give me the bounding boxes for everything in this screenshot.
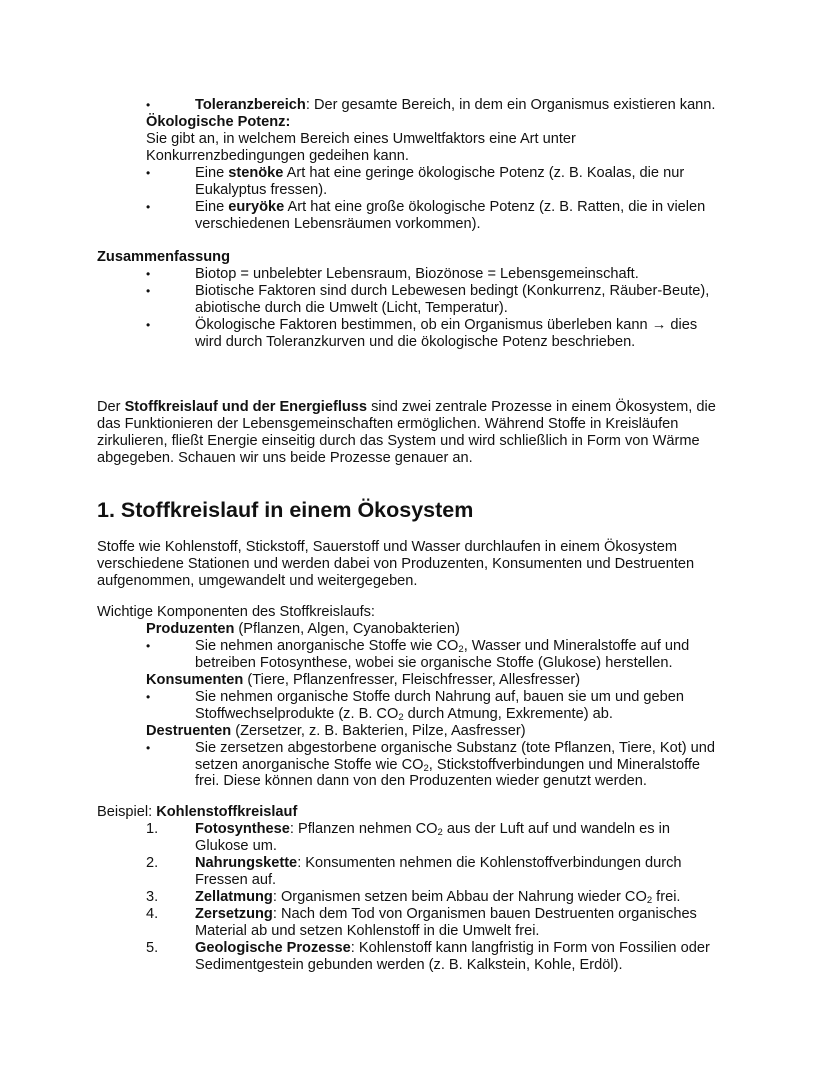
produzenten-term: Produzenten [146, 621, 235, 637]
destruenten-heading [146, 723, 526, 740]
zusammenfassung-heading: Zusammenfassung [97, 249, 230, 265]
example-title: Kohlenstoffkreislauf [156, 804, 298, 820]
step-term: Zersetzung [195, 906, 273, 922]
bullet-icon: • [146, 318, 151, 332]
bullet-text: Sie nehmen organische Stoffe durch Nahrung auf, bauen sie um und geben [195, 689, 684, 705]
euryoeke-term: euryöke [228, 199, 285, 215]
step-text: : Organismen setzen beim Abbau der Nahrung wieder CO [272, 889, 647, 905]
bullet-text-cont: verschiedenen Lebensräumen vorkommen). [195, 215, 481, 232]
bullet-prefix: Eine [195, 199, 229, 215]
produzenten-detail: (Pflanzen, Algen, Cyanobakterien) [234, 621, 460, 637]
example-label: Beispiel: [97, 804, 157, 820]
step-term: Geologische Prozesse [195, 940, 351, 956]
intro-prefix: Der [97, 399, 125, 415]
destruenten-term: Destruenten [146, 723, 232, 739]
step-number: 1. [146, 821, 159, 837]
section-para-line-3: aufgenommen, umgewandelt und weitergegeben. [97, 573, 418, 589]
bullet-prefix: Eine [195, 165, 229, 181]
subscript: 2 [398, 711, 404, 723]
bullet-icon: • [146, 98, 151, 112]
example-heading [97, 804, 297, 821]
bullet-text-cont: betreiben Fotosynthese, wobei sie organische Stoffe (Glukose) herstellen. [195, 654, 673, 671]
step-number: 2. [146, 855, 159, 871]
bullet-text: Art hat eine große ökologische Potenz (z. B. Ratten, die in vielen [284, 199, 706, 215]
konsumenten-heading [146, 672, 580, 689]
step-text: : Kohlenstoff kann langfristig in Form von Fossilien oder [350, 940, 710, 956]
produzenten-heading [146, 621, 460, 638]
toleranzbereich-term: Toleranzbereich [195, 97, 306, 113]
bullet-text: Ökologische Faktoren bestimmen, ob ein Organismus überleben kann → dies [195, 317, 698, 333]
konsumenten-detail: (Tiere, Pflanzenfresser, Fleischfresser, Allesfresser) [243, 672, 581, 688]
bullet-text: , Wasser und Mineralstoffe auf und [463, 638, 690, 654]
bullet-text-cont: Eukalyptus fressen). [195, 181, 328, 198]
stenoeke-term: stenöke [228, 165, 284, 181]
section-para-line-2: verschiedene Stationen und werden dabei von Produzenten, Konsumenten und Destruenten [97, 556, 695, 572]
bullet-text-cont: abiotische durch die Umwelt (Licht, Temperatur). [195, 299, 508, 316]
step-text: aus der Luft auf und wandeln es in [442, 821, 670, 837]
bullet-icon: • [146, 200, 151, 214]
bullet-text-cont: wird durch Toleranzkurven und die ökologische Potenz beschrieben. [195, 333, 636, 350]
destruenten-detail: (Zersetzer, z. B. Bakterien, Pilze, Aasfresser) [231, 723, 526, 739]
bullet-text-cont: , Stickstoffverbindungen und Mineralstoffe [428, 756, 701, 773]
step-text-cont: Glukose um. [195, 837, 277, 854]
step-term: Zellatmung [195, 889, 273, 905]
intro-line-4: abgegeben. Schauen wir uns beide Prozesse genauer an. [97, 450, 473, 466]
bullet-icon: • [146, 690, 151, 704]
bullet-text-cont: Stoffwechselprodukte (z. B. CO [195, 705, 399, 722]
konsumenten-term: Konsumenten [146, 672, 244, 688]
bullet-icon: • [146, 166, 151, 180]
step-text-cont: Fressen auf. [195, 871, 277, 888]
oekologische-potenz-desc-2: Konkurrenzbedingungen gedeihen kann. [146, 148, 409, 164]
section-para-line-1: Stoffe wie Kohlenstoff, Stickstoff, Sauerstoff und Wasser durchlaufen in einem Ökosystem [97, 539, 677, 555]
step-term: Fotosynthese [195, 821, 290, 837]
bullet-text: Sie zersetzen abgestorbene organische Substanz (tote Pflanzen, Tiere, Kot) und [195, 740, 716, 756]
subscript: 2 [423, 762, 429, 774]
step-number: 4. [146, 906, 159, 922]
section-heading: 1. Stoffkreislauf in einem Ökosystem [97, 498, 474, 522]
bullet-icon: • [146, 267, 151, 281]
step-number: 5. [146, 940, 159, 956]
step-term: Nahrungskette [195, 855, 298, 871]
intro-line-2: das Funktionieren der Lebensgemeinschaften ermöglichen. Während Stoffe in Kreisläufen [97, 416, 679, 432]
toleranzbereich-text: : Der gesamte Bereich, in dem ein Organismus existieren kann. [305, 97, 716, 113]
bullet-text: Art hat eine geringe ökologische Potenz (z. B. Koalas, die nur [283, 165, 685, 181]
bullet-text: Biotische Faktoren sind durch Lebewesen bedingt (Konkurrenz, Räuber-Beute), [195, 283, 710, 299]
bullet-text: Biotop = unbelebter Lebensraum, Biozönose = Lebensgemeinschaft. [195, 266, 639, 282]
bullet-text-cont: frei. Diese können dann von den Produzenten wieder genutzt werden. [195, 773, 647, 790]
subscript: 2 [437, 827, 443, 838]
bullet-icon: • [146, 639, 151, 653]
step-text: : Konsumenten nehmen die Kohlenstoffverbindungen durch [297, 855, 682, 871]
bullet-text-cont: durch Atmung, Exkremente) ab. [403, 705, 613, 722]
subscript: 2 [458, 644, 464, 655]
oekologische-potenz-heading: Ökologische Potenz: [146, 114, 291, 130]
step-text-cont: Material ab und setzen Kohlenstoff in die Umwelt frei. [195, 922, 540, 939]
step-number: 3. [146, 889, 159, 905]
step-text: frei. [652, 889, 681, 905]
bullet-icon: • [146, 741, 151, 755]
intro-line-1 [97, 399, 716, 416]
intro-bold-term: Stoffkreislauf und der Energiefluss [124, 399, 368, 415]
intro-line-3: zirkulieren, fließt Energie einseitig durch das System und wird schließlich in Form von Wärme [97, 433, 700, 449]
bullet-text: Sie nehmen anorganische Stoffe wie CO [195, 638, 459, 654]
bullet-text-cont: setzen anorganische Stoffe wie CO [195, 756, 424, 773]
step-text: : Nach dem Tod von Organismen bauen Destruenten organisches [272, 906, 697, 922]
step-text-cont: Sedimentgestein gebunden werden (z. B. Kalkstein, Kohle, Erdöl). [195, 956, 623, 973]
step-text: : Pflanzen nehmen CO [289, 821, 438, 837]
components-label: Wichtige Komponenten des Stoffkreislaufs: [97, 604, 375, 620]
oekologische-potenz-desc-1: Sie gibt an, in welchem Bereich eines Umweltfaktors eine Art unter [146, 131, 576, 147]
bullet-icon: • [146, 284, 151, 298]
subscript: 2 [646, 895, 653, 906]
intro-text: sind zwei zentrale Prozesse in einem Ökosystem, die [367, 399, 716, 415]
